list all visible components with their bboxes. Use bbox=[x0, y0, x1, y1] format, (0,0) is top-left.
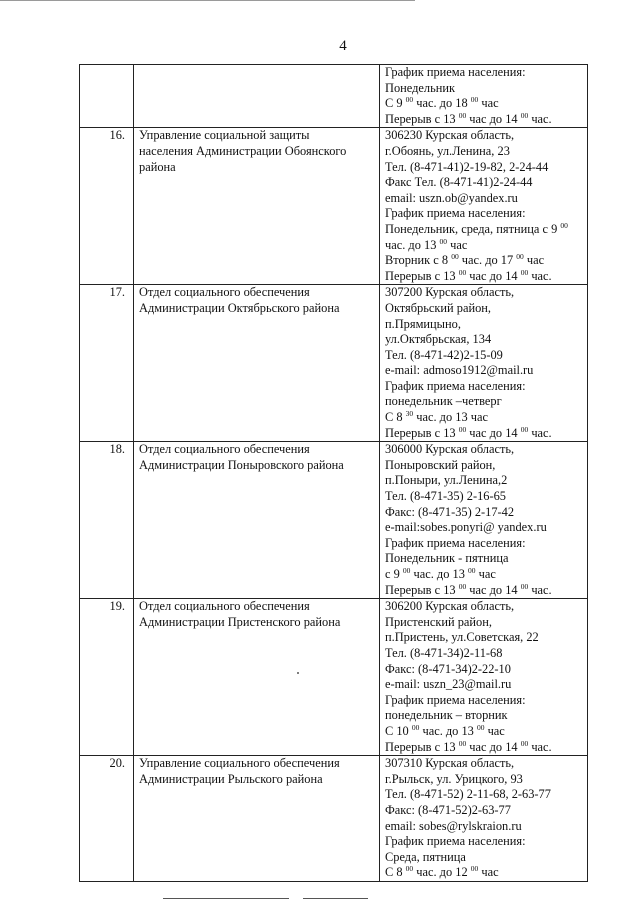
contact-text: понедельник –четверг bbox=[385, 394, 502, 409]
contact-text: e-mail: uszn_23@mail.ru bbox=[385, 677, 512, 692]
time-minutes: 00 bbox=[516, 252, 524, 262]
organization-name-line: Управление социального обеспечения bbox=[139, 756, 340, 771]
contact-text: час. bbox=[528, 582, 552, 597]
organization-name-line: Администрации Пристенского района bbox=[139, 614, 341, 629]
time-minutes: 00 bbox=[439, 236, 448, 246]
contact-line bbox=[385, 567, 584, 583]
contact-text: email: uszn.ob@yandex.ru bbox=[385, 190, 518, 205]
contact-text: час. до 18 bbox=[413, 96, 471, 111]
time-minutes: 30 bbox=[405, 409, 414, 419]
contact-info bbox=[380, 756, 588, 882]
contact-line bbox=[385, 536, 584, 552]
contact-text: Перерыв с 13 bbox=[385, 111, 459, 126]
contact-text: С 9 bbox=[385, 96, 406, 111]
time-minutes: 00 bbox=[402, 566, 411, 575]
contact-text: 307200 Курская область, bbox=[385, 285, 515, 300]
contact-info bbox=[380, 442, 588, 599]
contact-text: График приема населения: bbox=[385, 65, 526, 79]
contact-line bbox=[385, 819, 584, 835]
contact-text: 306000 Курская область, bbox=[385, 442, 515, 457]
contact-text: г.Рыльск, ул. Урицкого, 93 bbox=[385, 771, 523, 786]
contact-text: час bbox=[484, 723, 505, 738]
contact-text: Среда, пятница bbox=[385, 849, 466, 864]
contact-line bbox=[385, 348, 584, 364]
contact-line bbox=[385, 772, 584, 788]
contact-text: График приема населения: bbox=[385, 206, 526, 221]
contact-text: Факс: (8-471-35) 2-17-42 bbox=[385, 504, 515, 519]
contact-line bbox=[385, 834, 584, 850]
contact-line bbox=[385, 505, 584, 521]
organization-name bbox=[134, 756, 380, 882]
contact-line bbox=[385, 551, 584, 567]
contact-info bbox=[380, 65, 588, 128]
organization-name bbox=[134, 285, 380, 442]
time-minutes: 00 bbox=[520, 110, 529, 120]
time-minutes: 00 bbox=[458, 424, 467, 434]
organization-name bbox=[134, 599, 380, 756]
contact-line bbox=[385, 222, 584, 238]
contact-line bbox=[385, 865, 584, 881]
contact-text: Понедельник - пятница bbox=[385, 551, 509, 566]
bottom-rule-left bbox=[163, 898, 289, 899]
contact-line bbox=[385, 426, 584, 442]
contact-text: час до 14 bbox=[466, 268, 521, 283]
time-minutes: 00 bbox=[451, 252, 459, 262]
contact-text: 306230 Курская область, bbox=[385, 128, 515, 143]
contact-text: час bbox=[478, 96, 499, 111]
organization-name-line: Администрации Рыльского района bbox=[139, 771, 323, 786]
contact-line bbox=[385, 379, 584, 395]
organization-name-line: Отдел социального обеспечения bbox=[139, 599, 310, 614]
organization-name-line: Администрации Поныровского района bbox=[139, 457, 344, 472]
contact-text: e-mail: admoso1912@mail.ru bbox=[385, 363, 534, 378]
time-minutes: 00 bbox=[520, 267, 529, 277]
contact-text: Перерыв с 13 bbox=[385, 739, 459, 754]
table-row bbox=[80, 65, 588, 128]
row-number: 20. bbox=[80, 756, 134, 882]
contact-line bbox=[385, 442, 584, 458]
contact-line bbox=[385, 677, 584, 693]
time-minutes: 00 bbox=[458, 110, 467, 120]
contact-text: С 8 bbox=[385, 410, 406, 425]
organization-name bbox=[134, 442, 380, 599]
row-number bbox=[80, 65, 134, 128]
contact-info bbox=[380, 599, 588, 756]
organization-name bbox=[134, 128, 380, 285]
contact-line bbox=[385, 269, 584, 285]
contact-text: час. bbox=[528, 268, 552, 283]
contact-line bbox=[385, 394, 584, 410]
contact-text: г.Обоянь, ул.Ленина, 23 bbox=[385, 143, 510, 158]
contact-line bbox=[385, 332, 584, 348]
time-minutes: 00 bbox=[468, 566, 476, 575]
contact-line bbox=[385, 160, 584, 176]
contact-line bbox=[385, 803, 584, 819]
organization-name-line: района bbox=[139, 159, 176, 174]
time-minutes: 00 bbox=[411, 722, 420, 732]
contact-line bbox=[385, 410, 584, 426]
contact-text: час до 14 bbox=[466, 582, 521, 597]
contact-text: понедельник – вторник bbox=[385, 708, 508, 723]
contact-text: Тел. (8-471-42)2-15-09 bbox=[385, 347, 503, 362]
contact-text: час. bbox=[528, 425, 552, 440]
organization-name-line: Управление социальной защиты bbox=[139, 128, 310, 143]
contact-line bbox=[385, 144, 584, 160]
row-number: 19. bbox=[80, 599, 134, 756]
contact-text: Поныровский район, bbox=[385, 457, 496, 472]
contact-text: График приема населения: bbox=[385, 535, 526, 550]
contact-text: Октябрьский район, bbox=[385, 300, 492, 315]
table-row bbox=[80, 285, 588, 442]
contact-info bbox=[380, 128, 588, 285]
contact-line bbox=[385, 317, 584, 333]
contact-text: час до 14 bbox=[466, 425, 521, 440]
contact-line bbox=[385, 191, 584, 207]
contact-line bbox=[385, 740, 584, 756]
contact-text: График приема населения: bbox=[385, 378, 526, 393]
time-minutes: 00 bbox=[560, 220, 568, 230]
contact-text: час. до 13 bbox=[385, 237, 440, 252]
contact-text: Пристенский район, bbox=[385, 614, 492, 629]
contact-line bbox=[385, 693, 584, 709]
contact-line bbox=[385, 65, 584, 81]
contact-line bbox=[385, 285, 584, 301]
contact-text: Перерыв с 13 bbox=[385, 582, 459, 597]
contact-text: Факс Тел. (8-471-41)2-24-44 bbox=[385, 175, 533, 190]
scan-speck bbox=[297, 672, 299, 674]
contact-text: Тел. (8-471-34)2-11-68 bbox=[385, 645, 503, 660]
contact-line bbox=[385, 724, 584, 740]
contact-text: 307310 Курская область, bbox=[385, 756, 515, 771]
page-number: 4 bbox=[339, 38, 347, 54]
contact-text: Понедельник bbox=[385, 80, 456, 95]
contact-text: час bbox=[523, 253, 545, 268]
contact-text: email: sobes@rylskraion.ru bbox=[385, 818, 522, 833]
contact-text: С 10 bbox=[385, 723, 412, 738]
contact-text: Тел. (8-471-41)2-19-82, 2-24-44 bbox=[385, 159, 549, 174]
table-row bbox=[80, 442, 588, 599]
row-number: 16. bbox=[80, 128, 134, 285]
contact-line bbox=[385, 458, 584, 474]
time-minutes: 00 bbox=[520, 581, 529, 591]
contact-text: час до 14 bbox=[466, 739, 521, 754]
row-number: 18. bbox=[80, 442, 134, 599]
contacts-table bbox=[79, 64, 588, 882]
contact-text: e-mail:sobes.ponyri@ yandex.ru bbox=[385, 520, 547, 535]
organization-name-line: Отдел социального обеспечения bbox=[139, 285, 310, 300]
contact-text: п.Прямицыно, bbox=[385, 316, 461, 331]
contact-text: час bbox=[475, 567, 496, 581]
contact-text: час. до 17 bbox=[458, 253, 517, 268]
time-minutes: 00 bbox=[405, 95, 414, 105]
contact-text: п.Пристень, ул.Советская, 22 bbox=[385, 630, 539, 645]
organization-name-line bbox=[139, 81, 376, 97]
time-minutes: 00 bbox=[458, 267, 467, 277]
time-minutes: 00 bbox=[405, 864, 414, 874]
contact-line bbox=[385, 756, 584, 772]
contact-text: Тел. (8-471-35) 2-16-65 bbox=[385, 489, 506, 504]
contact-text: час. до 13 bbox=[419, 723, 477, 738]
contact-line bbox=[385, 96, 584, 112]
table-row bbox=[80, 756, 588, 882]
organization-name-line bbox=[139, 96, 376, 112]
organization-name bbox=[134, 65, 380, 128]
contact-line bbox=[385, 175, 584, 191]
contact-line bbox=[385, 787, 584, 803]
contact-line bbox=[385, 112, 584, 128]
contact-text: Перерыв с 13 bbox=[385, 425, 459, 440]
contact-text: час. bbox=[528, 111, 552, 126]
contact-text: Факс: (8-471-52)2-63-77 bbox=[385, 802, 511, 817]
contact-text: Тел. (8-471-52) 2-11-68, 2-63-77 bbox=[385, 787, 551, 802]
contact-text: час bbox=[447, 237, 468, 252]
contact-line bbox=[385, 253, 584, 269]
contact-line bbox=[385, 599, 584, 615]
organization-name-line: Администрации Октябрьского района bbox=[139, 300, 340, 315]
contact-text: час. bbox=[528, 739, 552, 754]
contact-line bbox=[385, 301, 584, 317]
contact-text: Вторник с 8 bbox=[385, 253, 452, 268]
table-row bbox=[80, 599, 588, 756]
contact-text: 306200 Курская область, bbox=[385, 599, 515, 614]
organization-name-line: Отдел социального обеспечения bbox=[139, 442, 310, 457]
organization-name-line: населения Администрации Обоянского bbox=[139, 143, 347, 158]
contact-text: час. до 13 bbox=[410, 567, 468, 581]
contact-text: Понедельник, среда, пятница с 9 bbox=[385, 221, 561, 236]
contact-line bbox=[385, 363, 584, 379]
contact-line bbox=[385, 473, 584, 489]
contact-line bbox=[385, 646, 584, 662]
contact-line bbox=[385, 238, 584, 254]
time-minutes: 00 bbox=[470, 864, 479, 874]
time-minutes: 00 bbox=[458, 581, 467, 591]
contact-line bbox=[385, 489, 584, 505]
organization-name-line bbox=[139, 65, 376, 81]
table-row bbox=[80, 128, 588, 285]
contact-line bbox=[385, 206, 584, 222]
row-number: 17. bbox=[80, 285, 134, 442]
contact-line bbox=[385, 615, 584, 631]
contact-line bbox=[385, 128, 584, 144]
contact-text: С 8 bbox=[385, 865, 406, 880]
contact-line bbox=[385, 583, 584, 599]
contact-line bbox=[385, 708, 584, 724]
contact-text: График приема населения: bbox=[385, 692, 526, 707]
contact-line bbox=[385, 662, 584, 678]
bottom-rule-right bbox=[303, 898, 368, 899]
contact-info bbox=[380, 285, 588, 442]
contact-text: с 9 bbox=[385, 567, 403, 581]
contact-text: час. до 12 bbox=[413, 865, 471, 880]
contact-line bbox=[385, 520, 584, 536]
contact-text: График приема населения: bbox=[385, 834, 526, 849]
contact-text: час до 14 bbox=[466, 111, 521, 126]
contact-line bbox=[385, 630, 584, 646]
contact-text: Перерыв с 13 bbox=[385, 268, 459, 283]
time-minutes: 00 bbox=[470, 95, 479, 105]
time-minutes: 00 bbox=[476, 722, 485, 732]
contact-text: Факс: (8-471-34)2-22-10 bbox=[385, 661, 511, 676]
time-minutes: 00 bbox=[520, 738, 529, 748]
contact-line bbox=[385, 81, 584, 97]
time-minutes: 00 bbox=[520, 424, 529, 434]
top-rule bbox=[0, 0, 415, 1]
contact-text: час bbox=[478, 865, 499, 880]
contact-text: п.Поныри, ул.Ленина,2 bbox=[385, 473, 508, 488]
contact-text: час. до 13 час bbox=[413, 410, 488, 425]
contact-text: ул.Октябрьская, 134 bbox=[385, 332, 492, 347]
time-minutes: 00 bbox=[458, 738, 467, 748]
contact-line bbox=[385, 850, 584, 866]
